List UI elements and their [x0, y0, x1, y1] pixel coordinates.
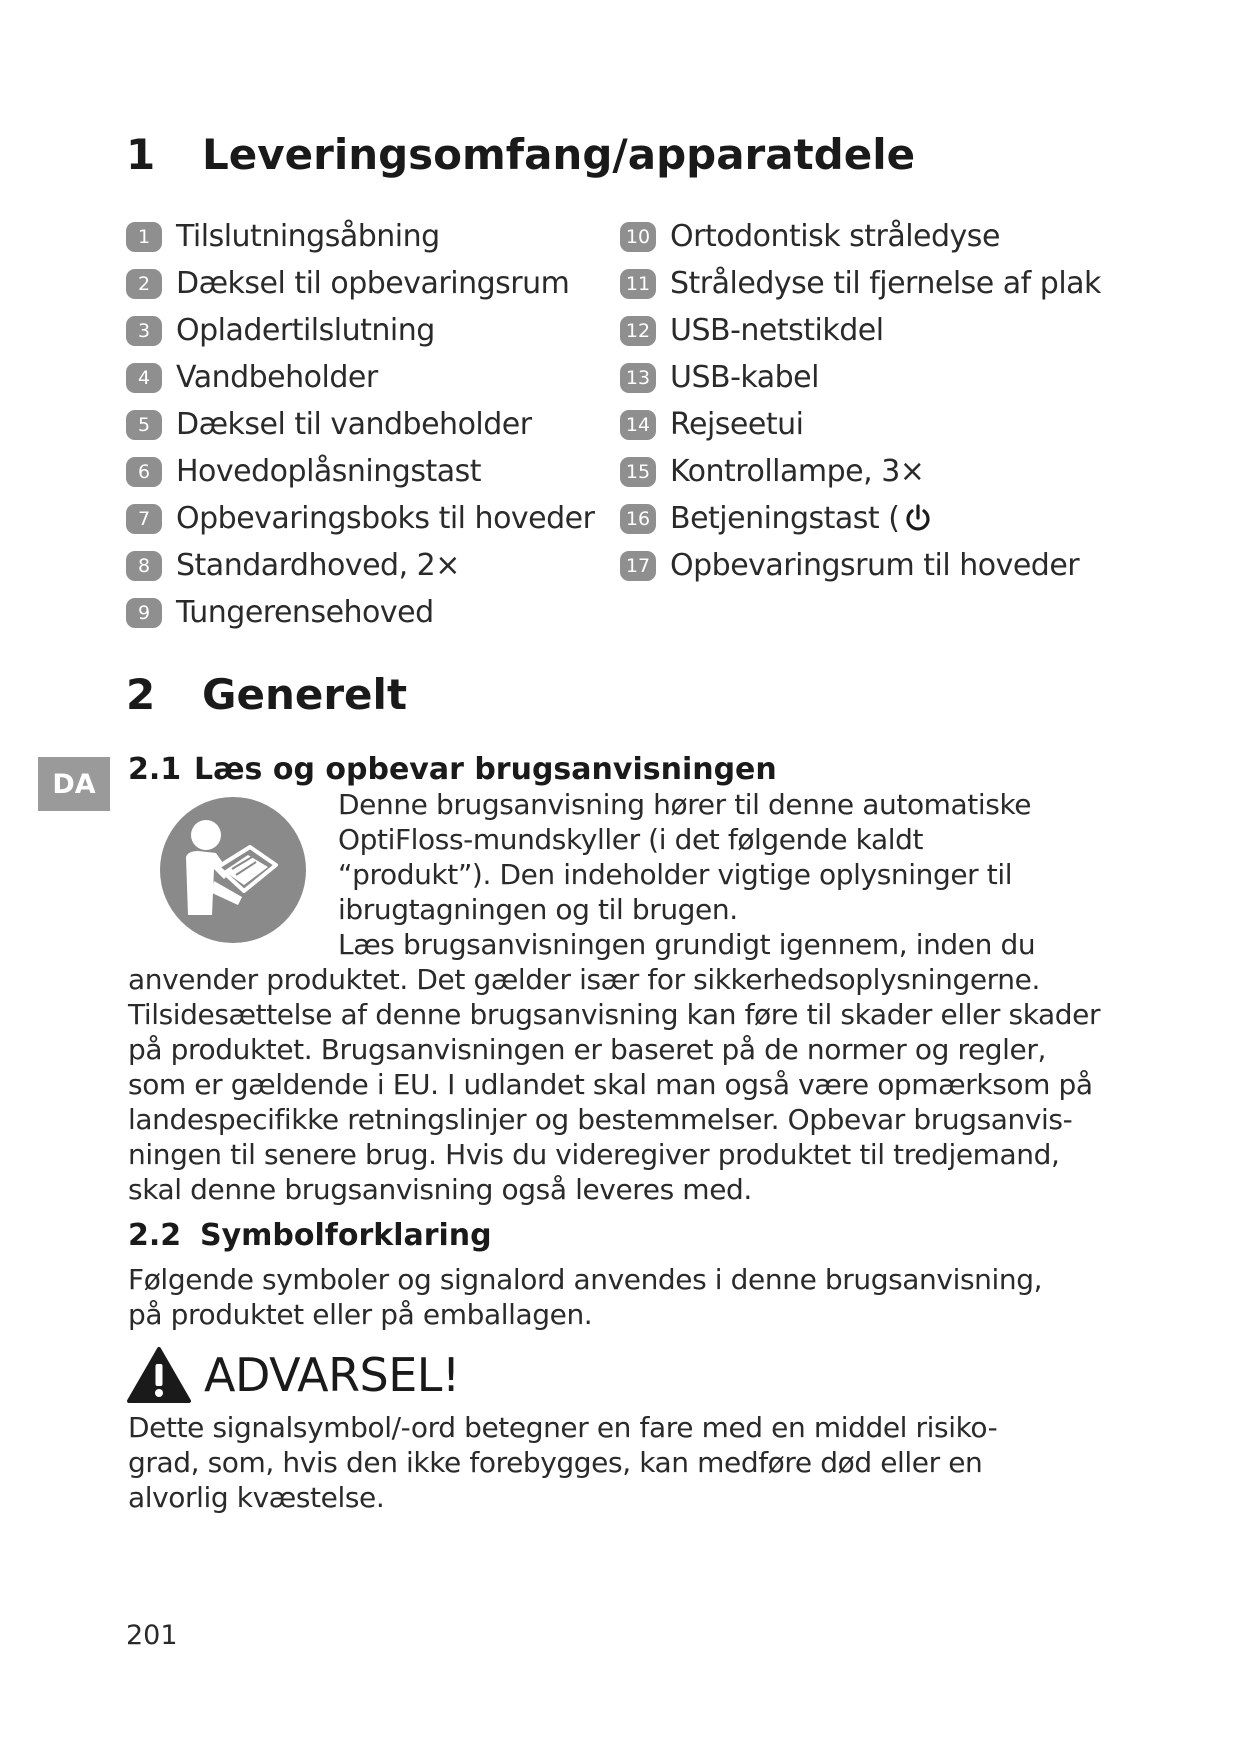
instructions-paragraph: [128, 927, 1128, 1207]
part-number-badge: 6: [126, 457, 162, 487]
part-label: Dæksel til opbevaringsrum: [176, 266, 570, 301]
part-item: [126, 589, 594, 636]
part-item: [620, 307, 1101, 354]
paragraph-line: på produktet eller på emballagen.: [128, 1298, 593, 1331]
part-item: [126, 401, 594, 448]
part-label: Tilslutningsåbning: [176, 219, 440, 254]
part-label: Opladertilslutning: [176, 313, 435, 348]
subsection-2-1-number: 2.1: [128, 752, 182, 787]
power-icon: [903, 503, 933, 535]
subsection-2-2-title: Symbolforklaring: [200, 1218, 492, 1253]
part-number-badge: 17: [620, 551, 656, 581]
part-item: [620, 542, 1101, 589]
subsection-2-1-heading: [128, 752, 777, 787]
paragraph-line: ningen til senere brug. Hvis du videregiver produktet til tredjemand,: [128, 1138, 1060, 1171]
part-number-badge: 11: [620, 269, 656, 299]
part-number-badge: 3: [126, 316, 162, 346]
part-label: Rejseetui: [670, 407, 804, 442]
section-1-heading: [126, 130, 915, 179]
intro-line: ibrugtagningen og til brugen.: [338, 893, 738, 926]
section-1-title: Leveringsomfang/apparatdele: [202, 130, 916, 179]
part-number-badge: 4: [126, 363, 162, 393]
paragraph-line: Læs brugsanvisningen grundigt igennem, inden du: [338, 928, 1036, 961]
part-label: Opbevaringsboks til hoveder: [176, 501, 595, 536]
warning-paragraph: [128, 1410, 1128, 1515]
part-number-badge: 14: [620, 410, 656, 440]
part-item: [620, 401, 1101, 448]
part-label: Hovedoplåsningstast: [176, 454, 481, 489]
language-tab: DA: [38, 757, 110, 811]
part-number-badge: 8: [126, 551, 162, 581]
paragraph-line: på produktet. Brugsanvisningen er baseret på de normer og regler,: [128, 1033, 1046, 1066]
paragraph-line: Følgende symboler og signalord anvendes i denne brugsanvisning,: [128, 1263, 1043, 1296]
intro-paragraph: [338, 787, 1098, 927]
warning-triangle-icon: [126, 1346, 192, 1404]
part-number-badge: 13: [620, 363, 656, 393]
part-number-badge: 2: [126, 269, 162, 299]
paragraph-line: anvender produktet. Det gælder især for sikkerhedsoplysningerne.: [128, 963, 1040, 996]
part-number-badge: 7: [126, 504, 162, 534]
intro-line: “produkt”). Den indeholder vigtige oplysninger til: [338, 858, 1013, 891]
paragraph-line: grad, som, hvis den ikke forebygges, kan medføre død eller en: [128, 1446, 983, 1479]
part-label: Opbevaringsrum til hoveder: [670, 548, 1080, 583]
page-number: 201: [126, 1620, 178, 1651]
paragraph-line: landespecifikke retningslinjer og bestemmelser. Opbevar brugsanvis-: [128, 1103, 1073, 1136]
part-label: Dæksel til vandbeholder: [176, 407, 532, 442]
part-item: [126, 495, 594, 542]
part-label: Stråledyse til fjernelse af plak: [670, 266, 1101, 301]
part-label: Vandbeholder: [176, 360, 378, 395]
read-manual-icon: [158, 795, 308, 945]
paragraph-line: alvorlig kvæstelse.: [128, 1481, 385, 1514]
part-label: USB-kabel: [670, 360, 819, 395]
warning-title: ADVARSEL!: [204, 1348, 460, 1402]
paragraph-line: som er gældende i EU. I udlandet skal man også være opmærksom på: [128, 1068, 1093, 1101]
part-number-badge: 5: [126, 410, 162, 440]
part-item: [126, 448, 594, 495]
intro-line: OptiFloss-mundskyller (i det følgende kaldt: [338, 823, 924, 856]
part-item: [620, 354, 1101, 401]
part-item: [126, 354, 594, 401]
part-item: [126, 542, 594, 589]
warning-heading: [126, 1346, 460, 1404]
part-label: USB-netstikdel: [670, 313, 884, 348]
section-1-number: 1: [126, 130, 156, 179]
part-item: [620, 448, 1101, 495]
subsection-2-1-title: Læs og opbevar brugsanvisningen: [194, 752, 777, 787]
section-2-title: Generelt: [202, 670, 408, 719]
part-label: Kontrollampe, 3×: [670, 454, 925, 489]
part-number-badge: 1: [126, 222, 162, 252]
part-number-badge: 15: [620, 457, 656, 487]
part-number-badge: 16: [620, 504, 656, 534]
parts-column-left: [126, 213, 594, 636]
part-number-badge: 12: [620, 316, 656, 346]
parts-column-right: [620, 213, 1101, 589]
part-number-badge: 10: [620, 222, 656, 252]
part-item: [620, 495, 1101, 542]
part-label: Betjeningstast (: [670, 501, 900, 536]
paragraph-line: Dette signalsymbol/-ord betegner en fare med en middel risiko-: [128, 1411, 998, 1444]
section-2-heading: [126, 670, 407, 719]
paragraph-line: Tilsidesættelse af denne brugsanvisning kan føre til skader eller skader: [128, 998, 1101, 1031]
part-label: Tungerensehoved: [176, 595, 434, 630]
part-item: [126, 213, 594, 260]
paragraph-line: skal denne brugsanvisning også leveres med.: [128, 1173, 752, 1206]
part-item: [620, 213, 1101, 260]
subsection-2-2-number: 2.2: [128, 1218, 182, 1253]
part-item: [620, 260, 1101, 307]
part-item: [126, 260, 594, 307]
part-item: [126, 307, 594, 354]
intro-line: Denne brugsanvisning hører til denne automatiske: [338, 788, 1032, 821]
part-number-badge: 9: [126, 598, 162, 628]
symbols-paragraph: [128, 1262, 1128, 1332]
subsection-2-2-heading: [128, 1218, 492, 1253]
part-label: Ortodontisk stråledyse: [670, 219, 1000, 254]
section-2-number: 2: [126, 670, 156, 719]
part-label: Standardhoved, 2×: [176, 548, 460, 583]
